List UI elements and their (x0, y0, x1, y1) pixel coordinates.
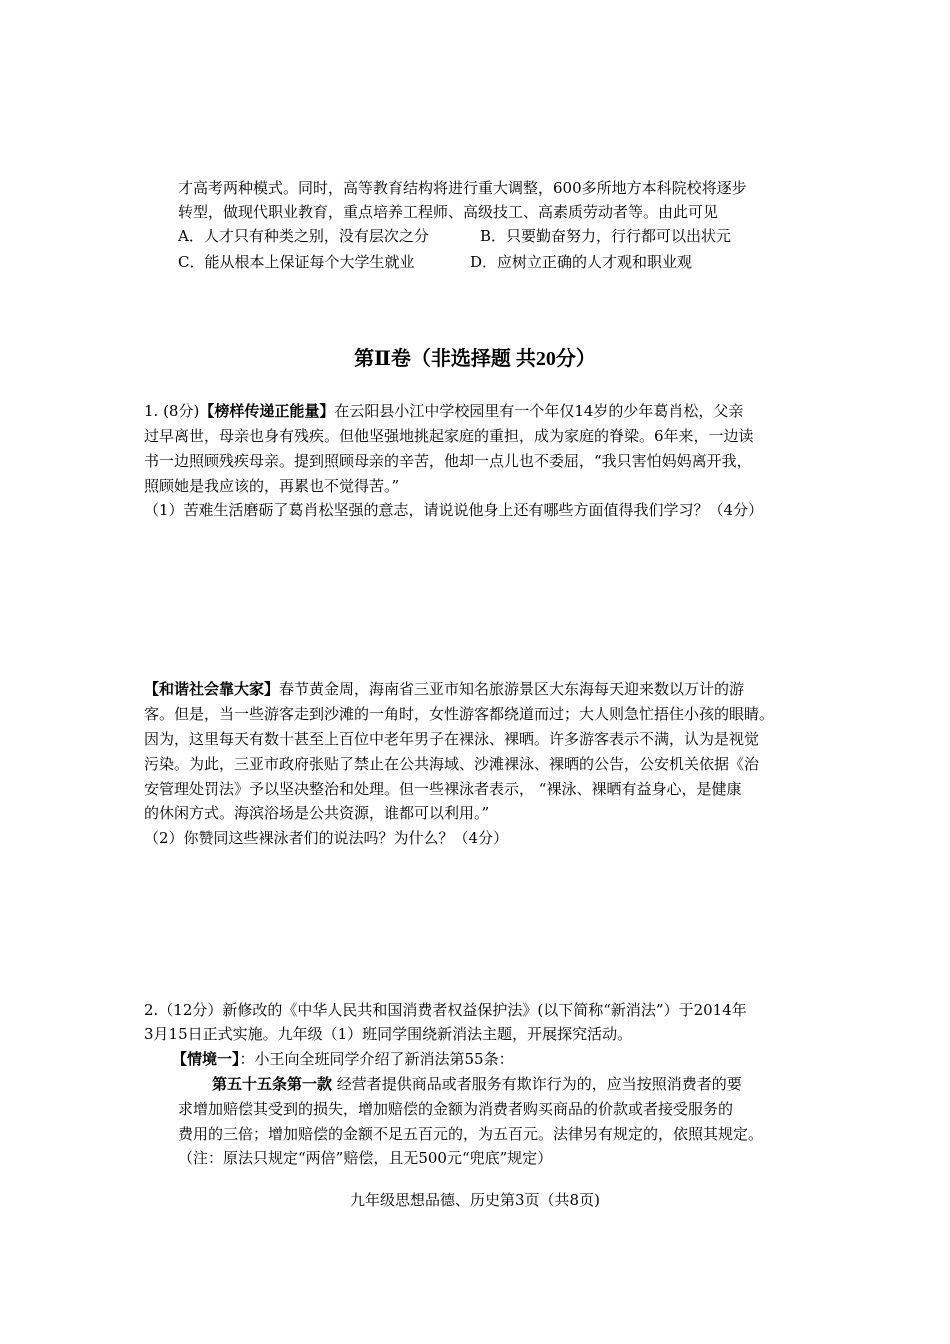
option-a: A．人才只有种类之别，没有层次之分 (178, 227, 429, 245)
option-d: D．应树立正确的人才观和职业观 (470, 253, 693, 271)
q1-line-1 (144, 399, 743, 423)
option-b: B．只要勤奋努力，行行都可以出状元 (480, 227, 732, 245)
q1-tag-2: 【和谐社会靠大家】 (144, 680, 280, 698)
q1-text-1: 在云阳县小江中学校园里有一个年仅14岁的少年葛肖松，父亲 (334, 402, 744, 420)
article-title: 第五十五条第一款 (212, 1075, 333, 1093)
section-title: 第Ⅱ卷（非选择题 共20分） (354, 348, 596, 370)
q1-part2-line-1 (144, 677, 744, 701)
q2-line-1: 2.（12分）新修改的《中华人民共和国消费者权益保护法》(以下简称“新消法”）于2014年 (144, 1001, 747, 1019)
article-line-1 (212, 1072, 742, 1096)
q1-sub-question-2: （2）你赞同这些裸泳者们的说法吗？为什么？（4分） (144, 829, 509, 847)
q2-scenario (172, 1047, 514, 1071)
q1-prefix: 1. (8分) (144, 402, 200, 420)
q1-part2-line-5: 安管理处罚法》予以坚决整治和处理。但一些裸泳者表示， “裸泳、裸晒有益身心，是健康 (144, 780, 742, 798)
article-line-3: 费用的三倍；增加赔偿的金额不足五百元的，为五百元。法律另有规定的，依照其规定。 (178, 1125, 764, 1143)
scenario-text: ：小王向全班同学介绍了新消法第55条： (239, 1050, 514, 1068)
q1-line-2: 过早离世，母亲也身有残疾。但他坚强地挑起家庭的重担，成为家庭的脊梁。6年来，一边读 (144, 427, 754, 445)
q1-part2-line-6: 的休闲方式。海滨浴场是公共资源，谁都可以利用。” (144, 804, 490, 822)
scenario-tag: 【情境一】 (172, 1050, 240, 1068)
page-footer: 九年级思想品德、历史第3页（共8页) (350, 1191, 600, 1209)
q1-line-4: 照顾她是我应该的，再累也不觉得苦。” (144, 477, 400, 495)
option-c: C．能从根本上保证每个大学生就业 (178, 253, 415, 271)
q1-sub-question-1: （1）苦难生活磨砺了葛肖松坚强的意志，请说说他身上还有哪些方面值得我们学习？（4分） (144, 501, 764, 519)
q1-tag: 【榜样传递正能量】 (199, 402, 335, 420)
article-note: （注：原法只规定“两倍”赔偿，且无500元“兜底”规定） (178, 1149, 553, 1167)
article-line-2: 求增加赔偿其受到的损失，增加赔偿的金额为消费者购买商品的价款或者接受服务的 (178, 1100, 734, 1118)
prev-question-line-1: 才高考两种模式。同时，高等教育结构将进行重大调整，600多所地方本科院校将逐步 (178, 179, 747, 197)
article-text-1: 经营者提供商品或者服务有欺诈行为的，应当按照消费者的要 (332, 1075, 742, 1093)
q1-part2-line-3: 因为，这里每天有数十甚至上百位中老年男子在裸泳、裸晒。许多游客表示不满，认为是视觉 (144, 730, 760, 748)
q2-line-2: 3月15日正式实施。九年级（1）班同学围绕新消法主题，开展探究活动。 (144, 1025, 633, 1043)
q1-part2-line-2: 客。但是，当一些游客走到沙滩的一角时，女性游客都绕道而过；大人则急忙捂住小孩的眼睛。 (144, 705, 775, 723)
prev-question-line-2: 转型，做现代职业教育，重点培养工程师、高级技工、高素质劳动者等。由此可见 (178, 203, 719, 221)
q1-line-3: 书一边照顾残疾母亲。提到照顾母亲的辛苦，他却一点儿也不委屈，“我只害怕妈妈离开我， (144, 452, 752, 470)
q1-part2-text-1: 春节黄金周，海南省三亚市知名旅游景区大东海每天迎来数以万计的游 (279, 680, 745, 698)
q1-part2-line-4: 污染。为此，三亚市政府张贴了禁止在公共海域、沙滩裸泳、裸晒的公告，公安机关依据《治 (144, 755, 760, 773)
